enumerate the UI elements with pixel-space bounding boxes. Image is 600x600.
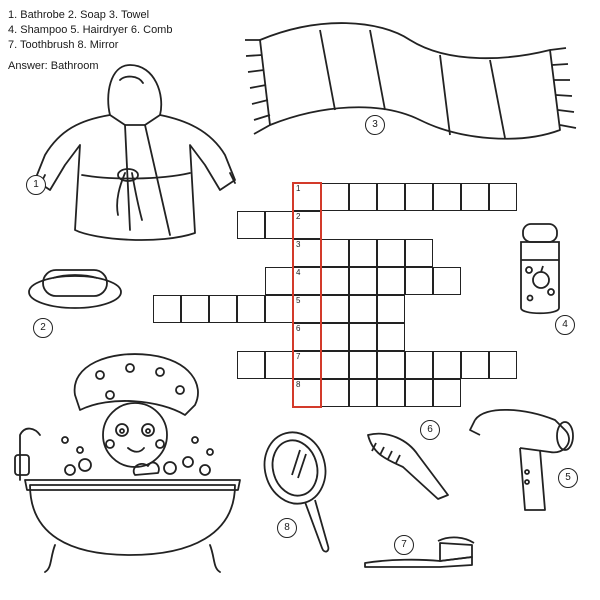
grid-cell[interactable] bbox=[433, 267, 461, 295]
grid-cell[interactable] bbox=[377, 323, 405, 351]
towel-icon bbox=[240, 10, 580, 150]
grid-cell[interactable] bbox=[237, 295, 265, 323]
grid-cell[interactable] bbox=[321, 379, 349, 407]
grid-cell[interactable] bbox=[349, 267, 377, 295]
grid-cell[interactable] bbox=[405, 351, 433, 379]
grid-cell[interactable] bbox=[321, 183, 349, 211]
grid-cell[interactable] bbox=[377, 295, 405, 323]
clue-number-label: 2 bbox=[296, 212, 301, 221]
clue-line-1: 1. Bathrobe 2. Soap 3. Towel bbox=[8, 9, 150, 21]
clue-number-label: 8 bbox=[296, 380, 301, 389]
clue-number-label: 6 bbox=[296, 324, 301, 333]
grid-cell[interactable] bbox=[321, 323, 349, 351]
towel-number: 3 bbox=[365, 115, 385, 135]
soap-number: 2 bbox=[33, 318, 53, 338]
grid-cell[interactable] bbox=[489, 351, 517, 379]
grid-cell[interactable] bbox=[293, 351, 321, 379]
comb-number: 6 bbox=[420, 420, 440, 440]
grid-cell[interactable] bbox=[293, 183, 321, 211]
grid-cell[interactable] bbox=[377, 351, 405, 379]
grid-cell[interactable] bbox=[405, 379, 433, 407]
grid-cell[interactable] bbox=[349, 379, 377, 407]
soap-icon bbox=[25, 262, 125, 312]
grid-cell[interactable] bbox=[293, 323, 321, 351]
hairdryer-icon bbox=[465, 400, 585, 520]
hairdryer-number: 5 bbox=[558, 468, 578, 488]
grid-cell[interactable] bbox=[265, 351, 293, 379]
clue-number-label: 3 bbox=[296, 240, 301, 249]
toothbrush-icon bbox=[360, 535, 480, 575]
grid-cell[interactable] bbox=[433, 183, 461, 211]
clue-number-label: 7 bbox=[296, 352, 301, 361]
grid-cell[interactable] bbox=[293, 295, 321, 323]
clue-line-3: 7. Toothbrush 8. Mirror bbox=[8, 39, 119, 51]
grid-cell[interactable] bbox=[377, 183, 405, 211]
clue-line-2: 4. Shampoo 5. Hairdryer 6. Comb bbox=[8, 24, 173, 36]
grid-cell[interactable] bbox=[349, 239, 377, 267]
grid-cell[interactable] bbox=[209, 295, 237, 323]
grid-cell[interactable] bbox=[489, 183, 517, 211]
bathrobe-icon bbox=[20, 55, 250, 255]
grid-cell[interactable] bbox=[153, 295, 181, 323]
clue-number-label: 4 bbox=[296, 268, 301, 277]
grid-cell[interactable] bbox=[461, 183, 489, 211]
comb-icon bbox=[358, 425, 458, 505]
shampoo-number: 4 bbox=[555, 315, 575, 335]
answer-text: Answer: Bathroom bbox=[8, 60, 99, 72]
grid-cell[interactable] bbox=[265, 211, 293, 239]
grid-cell[interactable] bbox=[265, 295, 293, 323]
grid-cell[interactable] bbox=[349, 351, 377, 379]
grid-cell[interactable] bbox=[321, 267, 349, 295]
grid-cell[interactable] bbox=[349, 295, 377, 323]
grid-cell[interactable] bbox=[405, 239, 433, 267]
grid-cell[interactable] bbox=[181, 295, 209, 323]
grid-cell[interactable] bbox=[349, 183, 377, 211]
grid-cell[interactable] bbox=[461, 351, 489, 379]
mirror-icon bbox=[260, 430, 340, 560]
grid-cell[interactable] bbox=[265, 267, 293, 295]
grid-cell[interactable] bbox=[377, 267, 405, 295]
grid-cell[interactable] bbox=[293, 267, 321, 295]
clue-number-label: 5 bbox=[296, 296, 301, 305]
grid-cell[interactable] bbox=[433, 351, 461, 379]
grid-cell[interactable] bbox=[321, 295, 349, 323]
grid-cell[interactable] bbox=[405, 267, 433, 295]
grid-cell[interactable] bbox=[293, 379, 321, 407]
grid-cell[interactable] bbox=[293, 211, 321, 239]
mirror-number: 8 bbox=[277, 518, 297, 538]
bathrobe-number: 1 bbox=[26, 175, 46, 195]
clue-number-label: 1 bbox=[296, 184, 301, 193]
grid-cell[interactable] bbox=[405, 183, 433, 211]
grid-cell[interactable] bbox=[377, 379, 405, 407]
grid-cell[interactable] bbox=[293, 239, 321, 267]
grid-cell[interactable] bbox=[433, 379, 461, 407]
shampoo-icon bbox=[515, 220, 565, 320]
toothbrush-number: 7 bbox=[394, 535, 414, 555]
bath-scene-icon bbox=[10, 340, 250, 590]
grid-cell[interactable] bbox=[321, 239, 349, 267]
grid-cell[interactable] bbox=[377, 239, 405, 267]
grid-cell[interactable] bbox=[321, 351, 349, 379]
grid-cell[interactable] bbox=[349, 323, 377, 351]
